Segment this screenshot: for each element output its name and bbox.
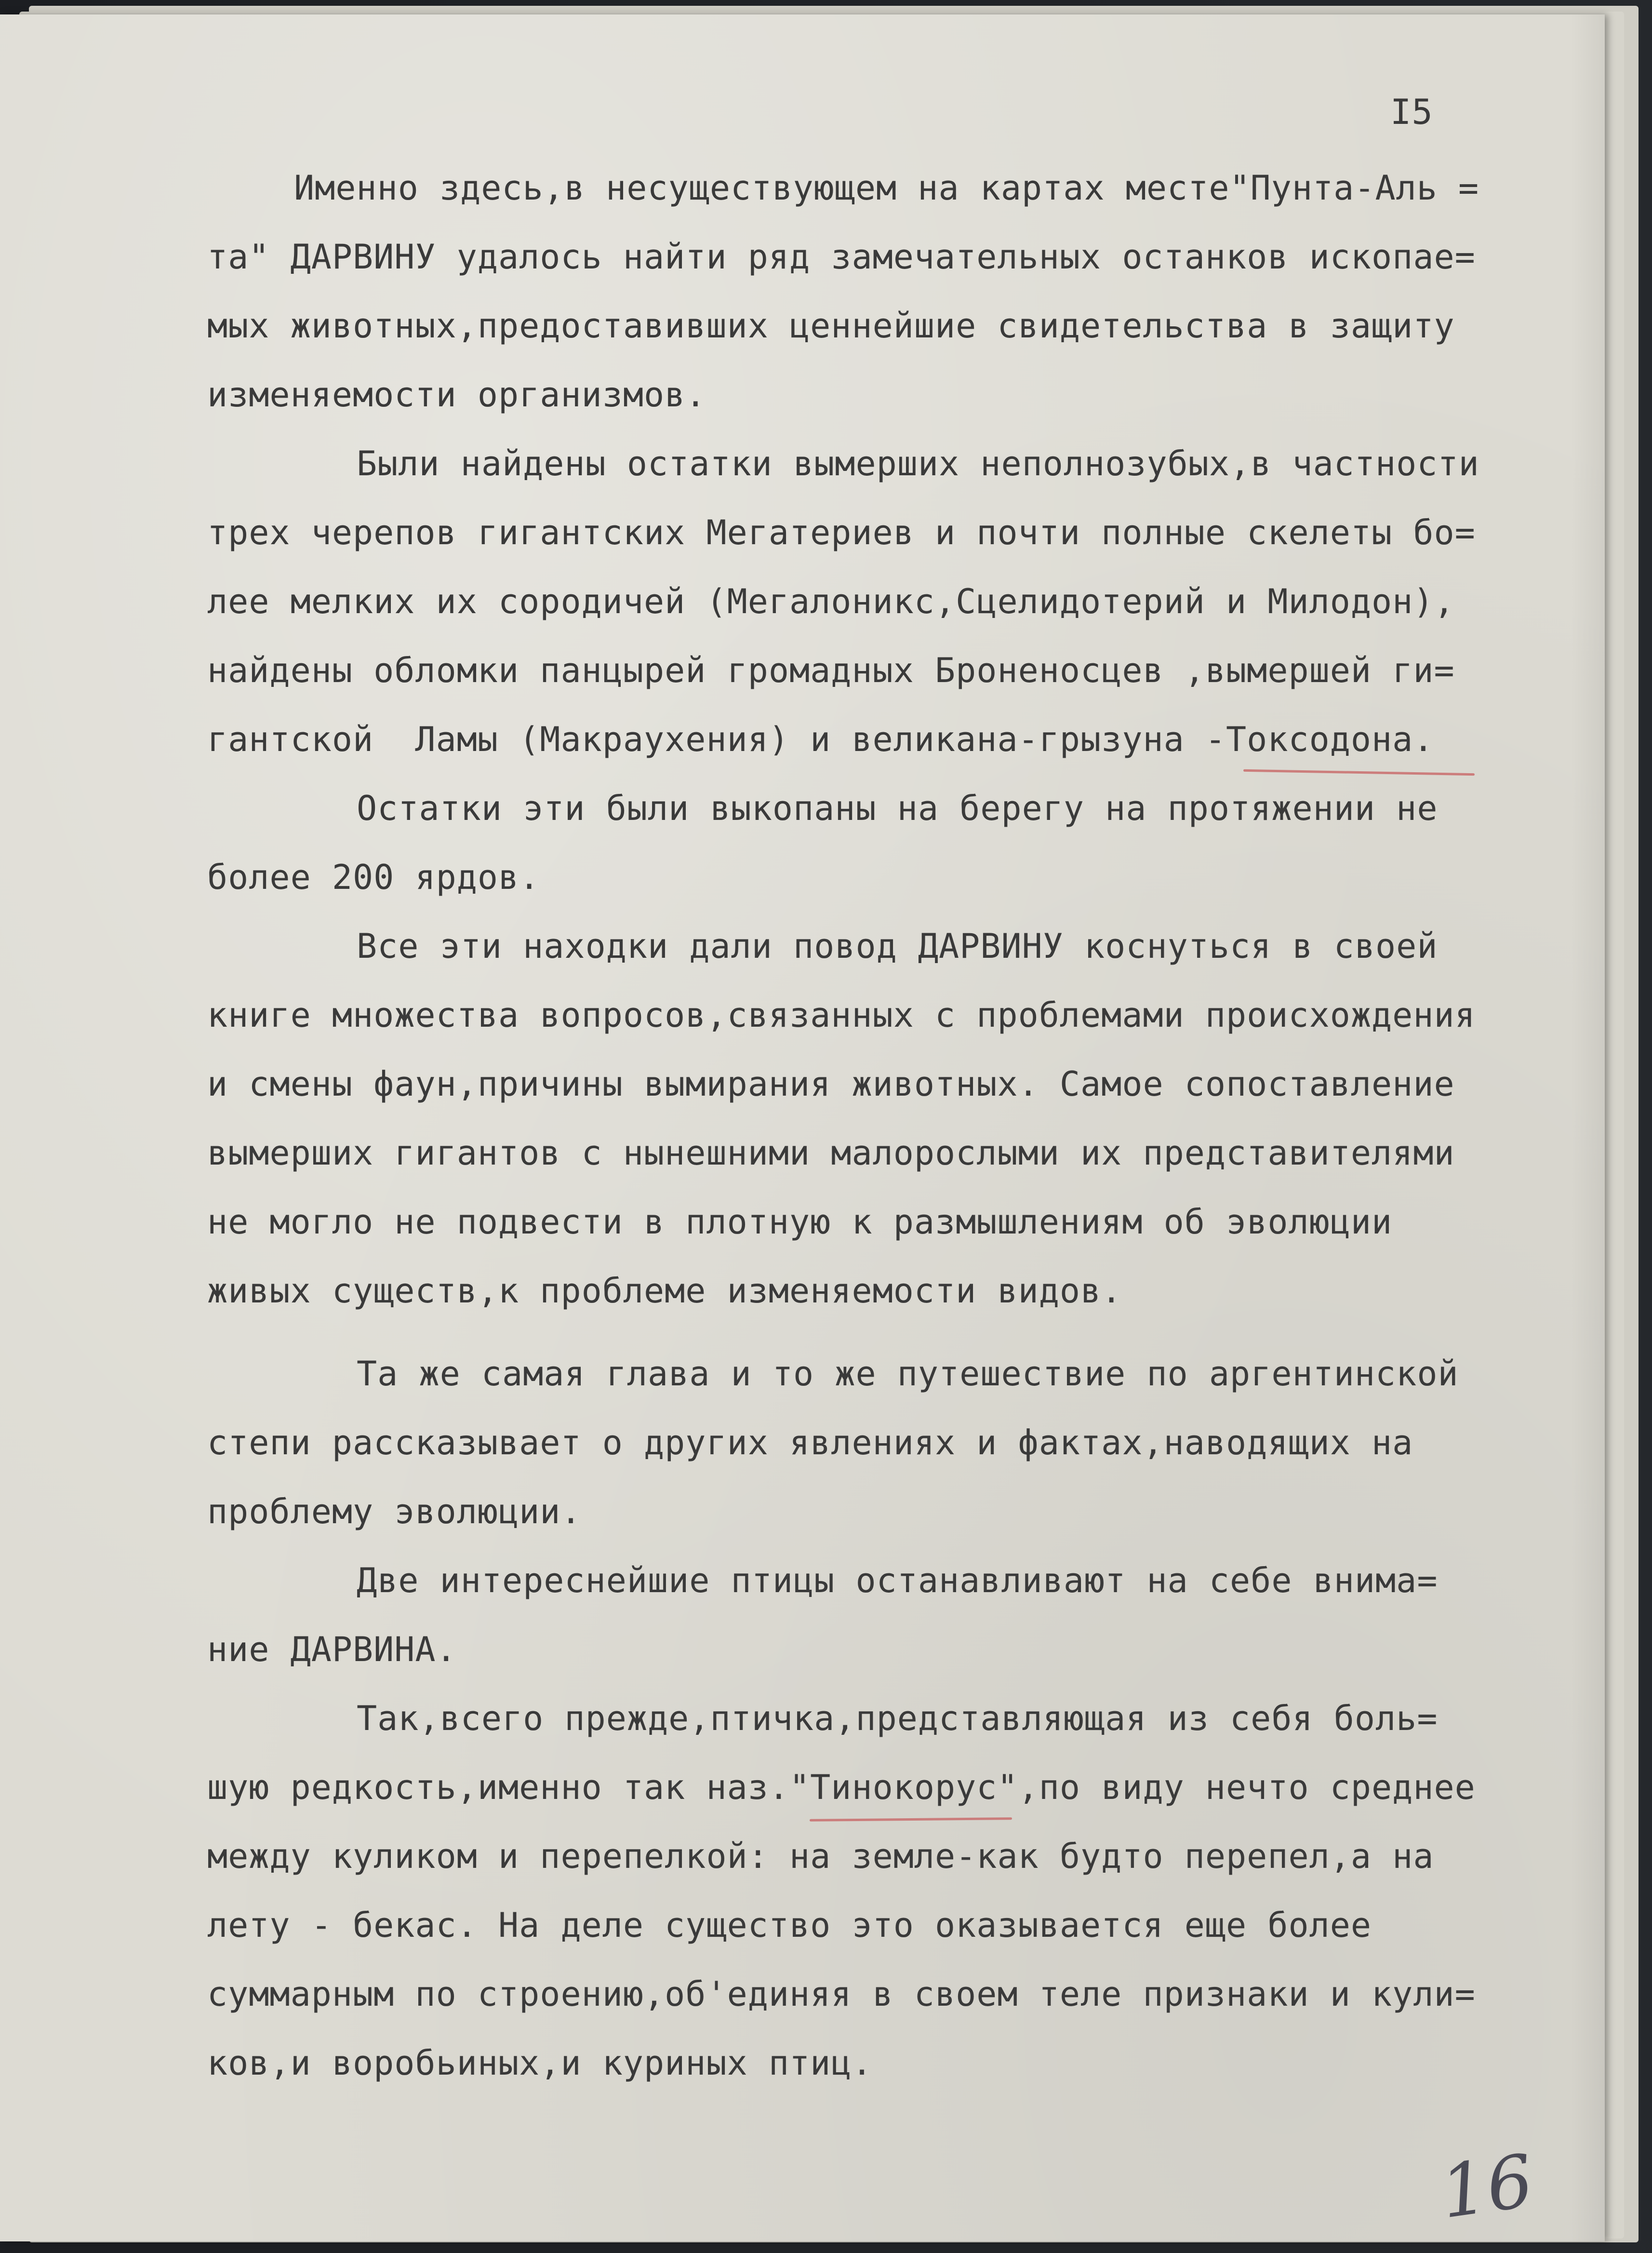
text-line: лету - бекас. На деле существо это оказывается еще более — [207, 1905, 1372, 1945]
text-line: живых существ,к проблеме изменяемости видов. — [207, 1271, 1122, 1311]
text-line: Остатки эти были выкопаны на берегу на протяжении не — [357, 789, 1438, 828]
text-line: Именно здесь,в несуществующем на картах месте"Пунта-Аль = — [294, 168, 1479, 208]
text-line: Все эти находки дали повод ДАРВИНУ коснуться в своей — [357, 926, 1438, 966]
text-line: найдены обломки панцырей громадных Броненосцев ,вымершей ги= — [207, 651, 1455, 690]
handwritten-page-number: 16 — [1435, 2139, 1539, 2235]
text-line: Были найдены остатки вымерших неполнозубых,в частности — [357, 444, 1479, 483]
text-line: ков,и воробьиных,и куриных птиц. — [207, 2043, 873, 2083]
text-line: и смены фаун,причины вымирания животных. Самое сопоставление — [207, 1064, 1455, 1104]
text-line: Две интереснейшие птицы останавливают на себе внима= — [357, 1561, 1438, 1600]
text-line: лее мелких их сородичей (Мегалоникс,Сцелидотерий и Милодон), — [207, 582, 1455, 621]
text-line: степи рассказывает о других явлениях и фактах,наводящих на — [207, 1423, 1413, 1462]
page-edge-shadow — [1571, 14, 1605, 2241]
text-line: более 200 ярдов. — [207, 858, 540, 897]
text-line: шую редкость,именно так наз."Тинокорус",по виду нечто среднее — [207, 1768, 1476, 1807]
text-line: суммарным по строению,об'единяя в своем теле признаки и кули= — [207, 1974, 1476, 2014]
page-number: I5 — [1390, 92, 1433, 132]
text-line: между куликом и перепелкой: на земле-как будто перепел,а на — [207, 1837, 1434, 1876]
text-line: мых животных,предоставивших ценнейшие свидетельства в защиту — [207, 306, 1455, 346]
text-line: не могло не подвести в плотную к размышлениям об эволюции — [207, 1202, 1393, 1242]
text-line: книге множества вопросов,связанных с проблемами происхождения — [207, 995, 1476, 1035]
text-line: ние ДАРВИНА. — [207, 1630, 457, 1669]
text-line: Та же самая глава и то же путешествие по аргентинской — [357, 1354, 1459, 1394]
text-line: Так,всего прежде,птичка,представляющая из себя боль= — [357, 1699, 1438, 1738]
text-line: проблему эволюции. — [207, 1492, 582, 1531]
text-line: трех черепов гигантских Мегатериев и почти полные скелеты бо= — [207, 513, 1476, 552]
text-line: изменяемости организмов. — [207, 375, 706, 415]
text-line: та" ДАРВИНУ удалось найти ряд замечательных останков ископае= — [207, 237, 1476, 277]
text-line: гантской Ламы (Макраухения) и великана-грызуна -Токсодона. — [207, 720, 1434, 759]
text-line: вымерших гигантов с нынешними малорослыми их представителями — [207, 1133, 1455, 1173]
